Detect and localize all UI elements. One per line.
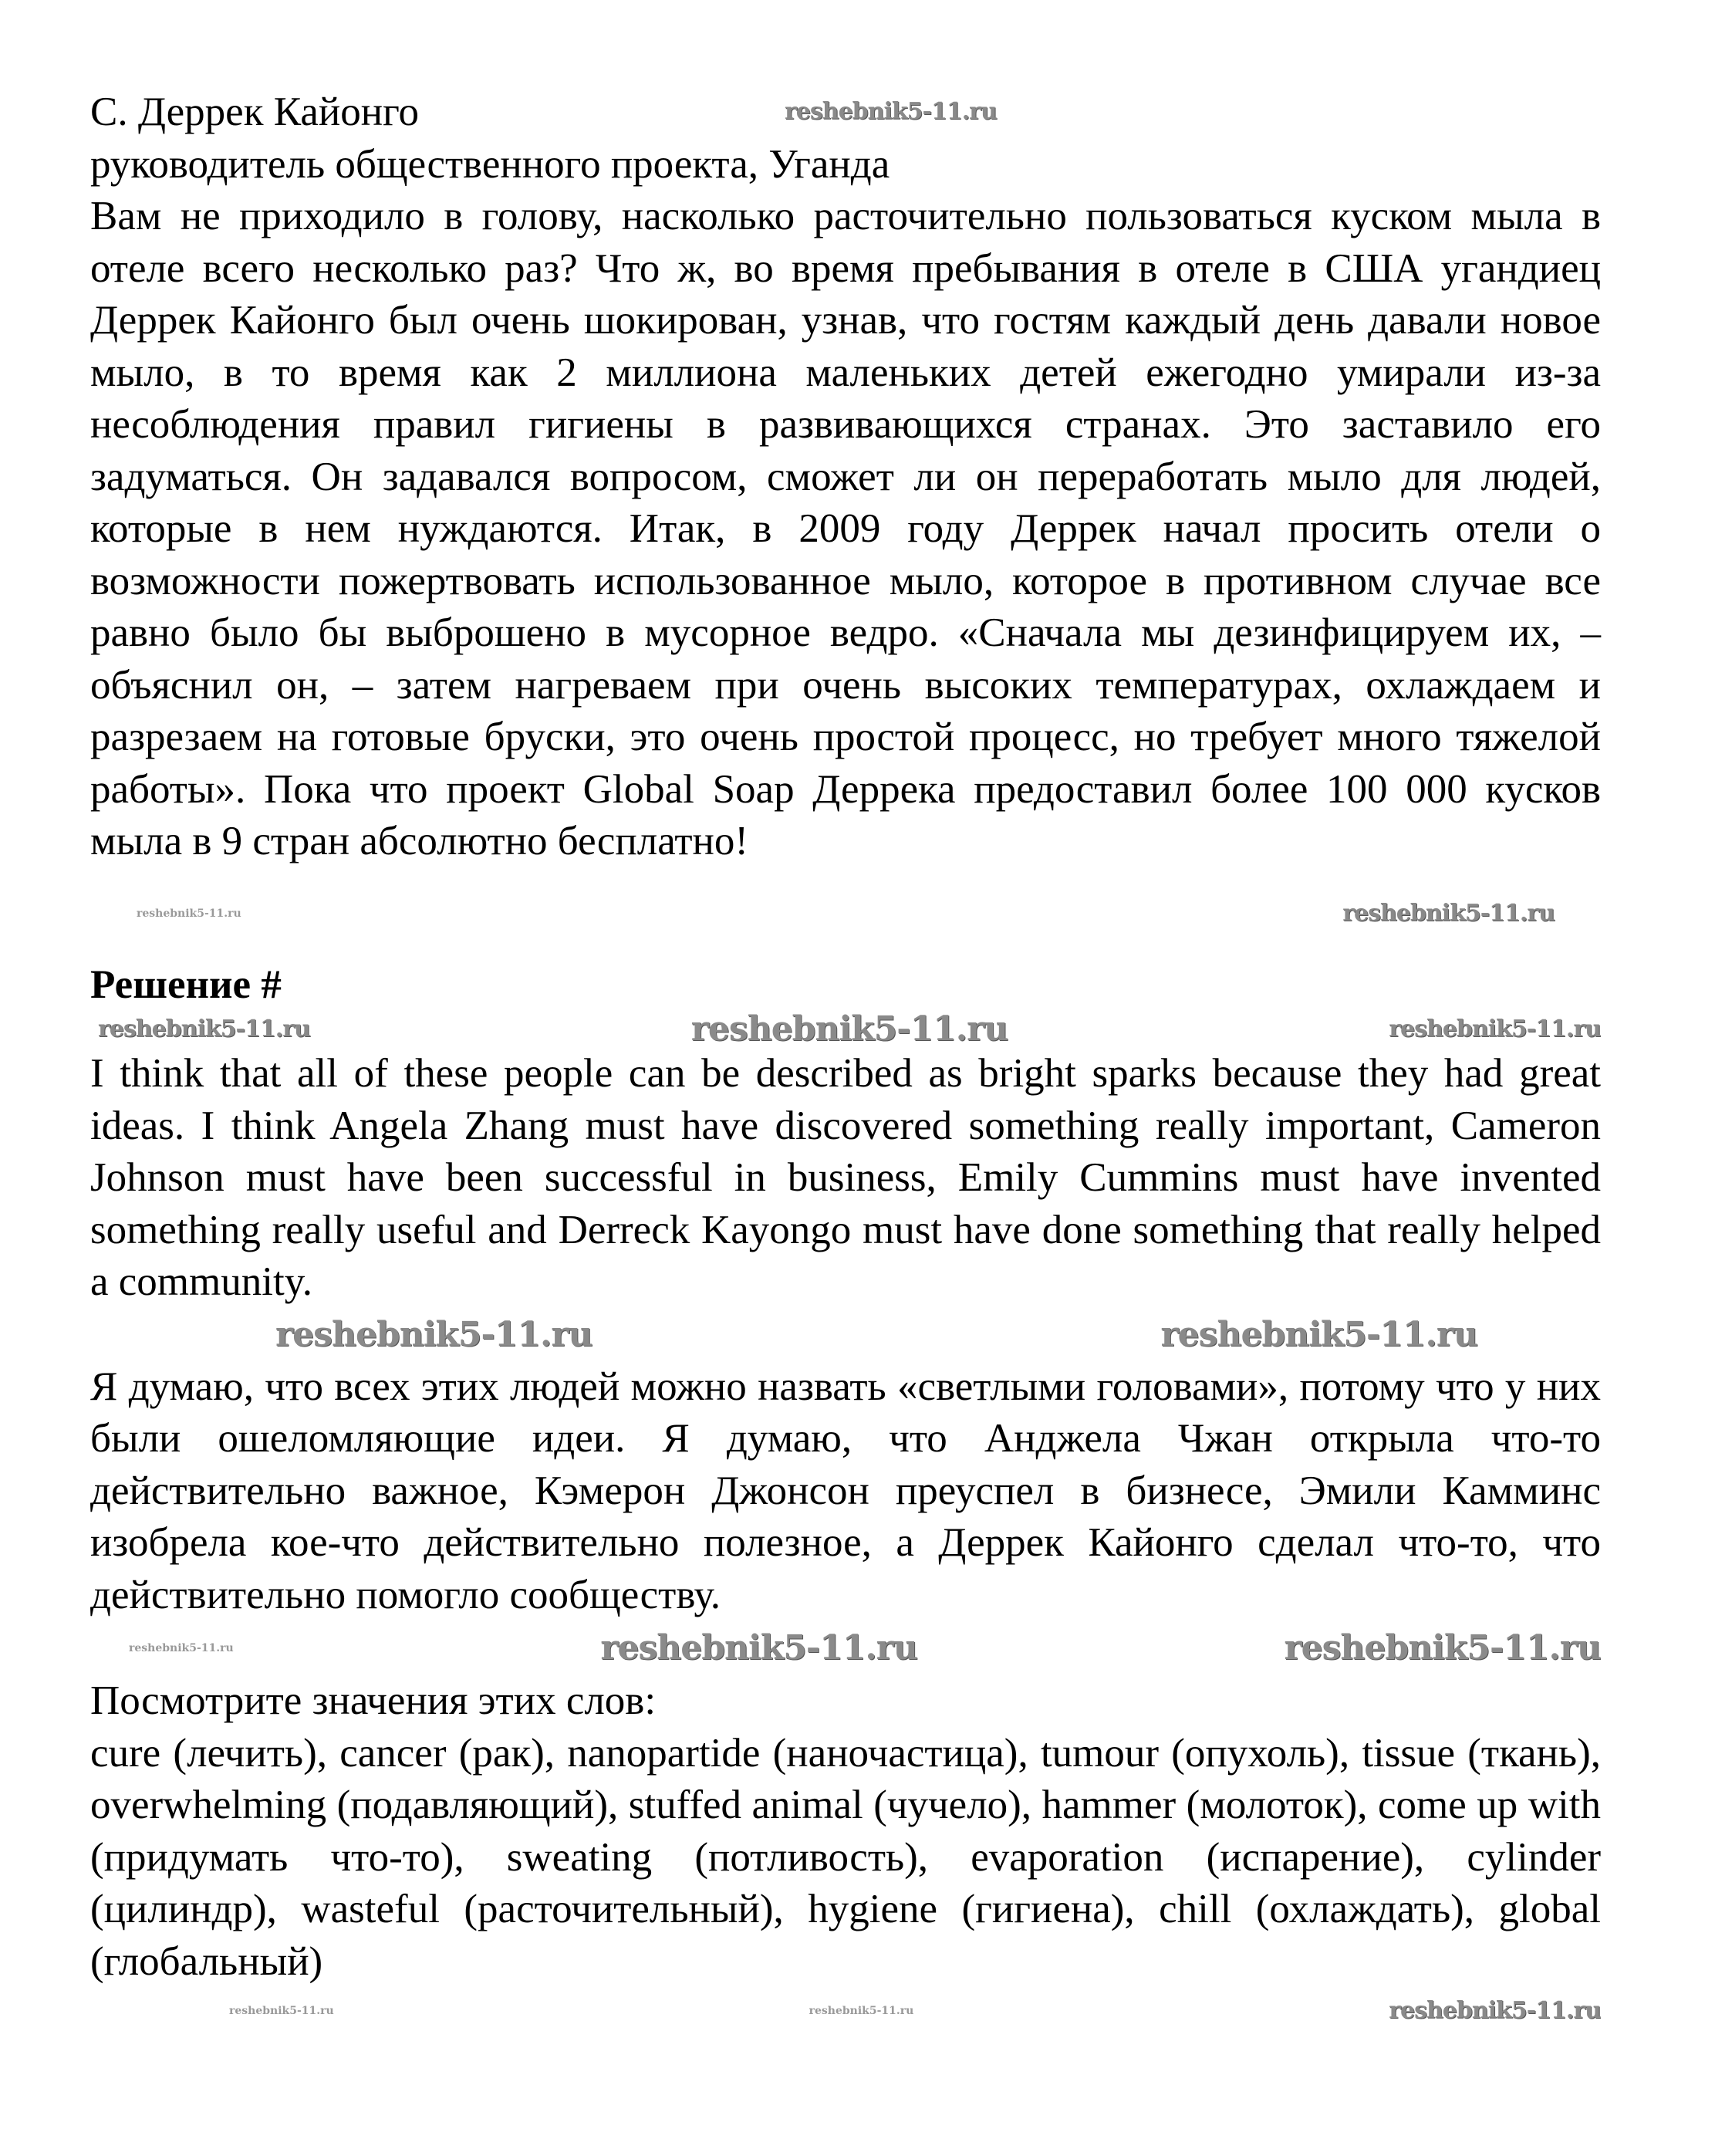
watermark: reshebnik5-11.ru bbox=[809, 2005, 914, 2017]
watermark: reshebnik5-11.ru bbox=[129, 1642, 234, 1654]
watermark: reshebnik5-11.ru bbox=[1389, 1015, 1601, 1043]
watermark: reshebnik5-11.ru bbox=[1160, 1314, 1477, 1354]
watermark-row bbox=[90, 1988, 1601, 2034]
watermark-row bbox=[90, 868, 1601, 959]
vocab-list: cure (лечить), cancer (рак), nanopartide (наночастица), tumour (опухоль), tissue (ткань), overwhelming (подавляющий), stuffed animal (чучело), hammer (молоток), come up with (придумать что-то), sweating (потливость), evaporation (испарение), cylinder (цилиндр), wasteful (расточительный), hygiene (гигиена), chill (охлаждать), global (глобальный) bbox=[90, 1730, 1601, 1984]
title-row bbox=[90, 86, 1601, 139]
watermark-row bbox=[90, 1011, 1601, 1048]
watermark: reshebnik5-11.ru bbox=[229, 2005, 334, 2017]
watermark: reshebnik5-11.ru bbox=[1284, 1628, 1601, 1668]
solution-heading: Решение # bbox=[90, 961, 282, 1007]
vocab-heading: Посмотрите значения этих слов: bbox=[90, 1678, 657, 1723]
watermark: reshebnik5-11.ru bbox=[1342, 899, 1555, 927]
watermark: reshebnik5-11.ru bbox=[1389, 1997, 1601, 2024]
watermark: reshebnik5-11.ru bbox=[600, 1628, 917, 1668]
watermark: reshebnik5-11.ru bbox=[98, 1015, 310, 1043]
story-title: С. Деррек Кайонго bbox=[90, 90, 420, 134]
watermark: reshebnik5-11.ru bbox=[137, 907, 241, 920]
watermark-row bbox=[90, 1621, 1601, 1675]
watermark: reshebnik5-11.ru bbox=[275, 1314, 592, 1354]
watermark: reshebnik5-11.ru bbox=[785, 98, 997, 125]
story-subtitle: руководитель общественного проекта, Уганда bbox=[90, 141, 890, 187]
answer-english: I think that all of these people can be described as bright sparks because they had great ideas. I think Angela Zhang must have discovered something really important, Cameron Johnson must have been successful in business, Emily Cummins must have invented something really useful and Derreck Kayongo must have done something that really helped a community. bbox=[90, 1051, 1601, 1304]
story-paragraph: Вам не приходило в голову, насколько расточительно пользоваться куском мыла в отеле всего несколько раз? Что ж, во время пребывания в отеле в США угандиец Деррек Кайонго был очень шокирован, узнав, что гостям каждый день давали новое мыло, в то время как 2 миллиона маленьких детей ежегодно умирали из-за несоблюдения правил гигиены в развивающихся странах. Это заставило его задуматься. Он задавался вопросом, сможет ли он переработать мыло для людей, которые в нем нуждаются. Итак, в 2009 году Деррек начал просить отели о возможности пожертвовать использованное мыло, которое в противном случае все равно было бы выброшено в мусорное ведро. «Сначала мы дезинфицируем их, – объяснил он, – затем нагреваем при очень высоких температурах, охлаждаем и разрезаем на готовые бруски, это очень простой процесс, но требует много тяжелой работы». Пока что проект Global Soap Деррека предоставил более 100 000 кусков мыла в 9 стран абсолютно бесплатно! bbox=[90, 194, 1601, 863]
watermark: reshebnik5-11.ru bbox=[690, 1011, 1008, 1048]
watermark-row bbox=[90, 1309, 1601, 1361]
answer-russian: Я думаю, что всех этих людей можно назвать «светлыми головами», потому что у них были ошеломляющие идеи. Я думаю, что Анджела Чжан открыла что-то действительно важное, Кэмерон Джонсон преуспел в бизнесе, Эмили Камминс изобрела кое-что действительно полезное, а Деррек Кайонго сделал что-то, что действительно помогло сообществу. bbox=[90, 1364, 1601, 1617]
